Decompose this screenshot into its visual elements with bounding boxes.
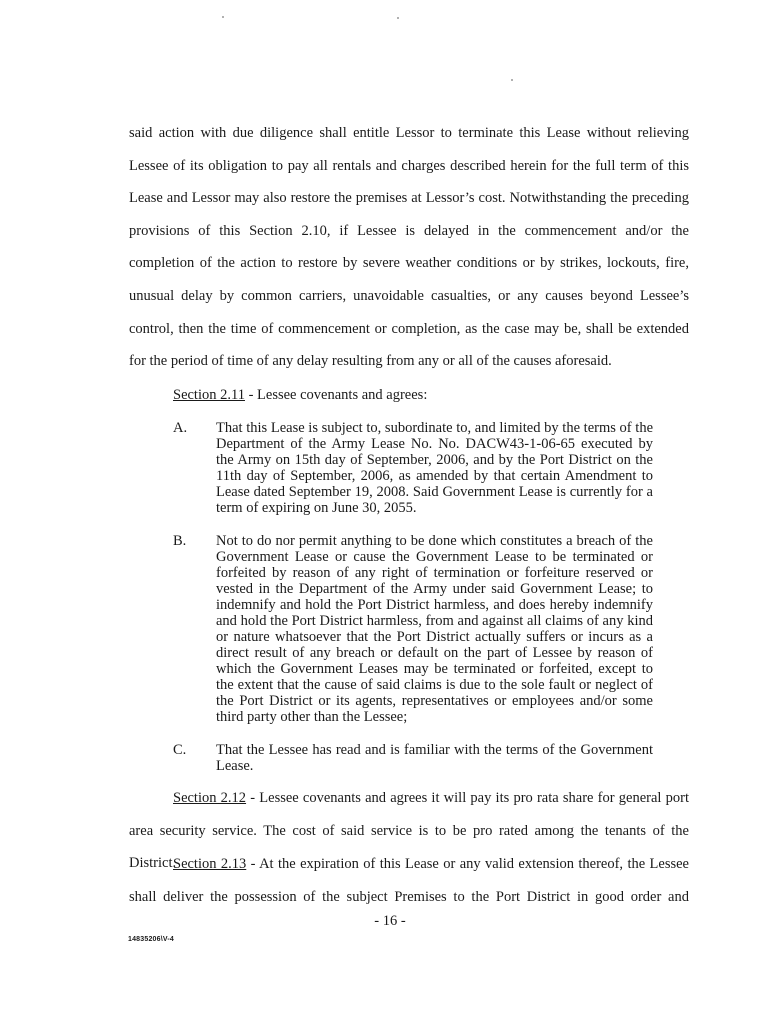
scan-speck bbox=[222, 16, 224, 18]
section-2-12-heading: Section 2.12 bbox=[173, 790, 247, 806]
scan-speck bbox=[397, 17, 399, 19]
list-letter-b: B. bbox=[173, 533, 187, 549]
section-2-12-text: - Lessee covenants and agrees it will pay its pro rata share for general port area security service. The cost of said service is to be pro rated among the tenants of the District. bbox=[129, 790, 689, 872]
list-letter-a: A. bbox=[173, 420, 188, 436]
document-id: 14835206\V-4 bbox=[128, 936, 174, 943]
section-2-11-intro-text: - Lessee covenants and agrees: bbox=[244, 387, 428, 403]
section-2-13-text: - At the expiration of this Lease or any valid extension thereof, the Lessee shall deliver the possession of the subject Premises to the Port District in good order and bbox=[129, 856, 689, 905]
list-text-a: That this Lease is subject to, subordinate to, and limited by the terms of the Department of the Army Lease No. No. DACW43-1-06-65 executed by the Army on 15th day of September, 2006, and by the Port District on the 11th day of September, 2006, as amended by that certain Amendment to Lease dated September 19, 2008. Said Government Lease is currently for a term of expiring on June 30, 2055. bbox=[216, 420, 653, 516]
scan-speck bbox=[511, 79, 513, 81]
list-item-c bbox=[173, 742, 653, 778]
list-item-b bbox=[173, 533, 653, 733]
opening-paragraph: said action with due diligence shall entitle Lessor to terminate this Lease without relieving Lessee of its obligation to pay all rentals and charges described herein for the full term of this Lease and Lessor may also restore the premises at Lessor’s cost. Notwithstanding the preceding provisions of this Section 2.10, if Lessee is delayed in the commencement and/or the completion of the action to restore by severe weather conditions or by strikes, lockouts, fire, unusual delay by common carriers, unavoidable casualties, or any causes beyond Lessee’s control, then the time of commencement or completion, as the case may be, shall be extended for the period of time of any delay resulting from any or all of the causes aforesaid. bbox=[129, 125, 689, 370]
page-number: - 16 - bbox=[374, 913, 406, 929]
list-text-b: Not to do nor permit anything to be done which constitutes a breach of the Government Lease or cause the Government Lease to be terminated or forfeited by reason of any right of termination or forfeiture reserved or vested in the Department of the Army under said Government Lease; to indemnify and hold the Port District harmless, and does hereby indemnify and hold the Port District harmless, from and against all claims of any kind or nature whatsoever that the Port District actually suffers or incurs as a direct result of any breach or default on the part of Lessee by reason of which the Government Leases may be terminated or forfeited, except to the extent that the cause of said claims is due to the sole fault or neglect of the Port District or its agents, representatives or employees and/or some third party other than the Lessee; bbox=[216, 533, 653, 725]
section-2-13-heading: Section 2.13 bbox=[173, 856, 247, 872]
section-2-11-heading: Section 2.11 bbox=[173, 387, 245, 403]
list-letter-c: C. bbox=[173, 742, 187, 758]
section-2-11-intro bbox=[173, 387, 673, 403]
list-text-c: That the Lessee has read and is familiar with the terms of the Government Lease. bbox=[216, 742, 653, 774]
list-item-a bbox=[173, 420, 653, 520]
section-2-13-paragraph bbox=[129, 848, 689, 913]
